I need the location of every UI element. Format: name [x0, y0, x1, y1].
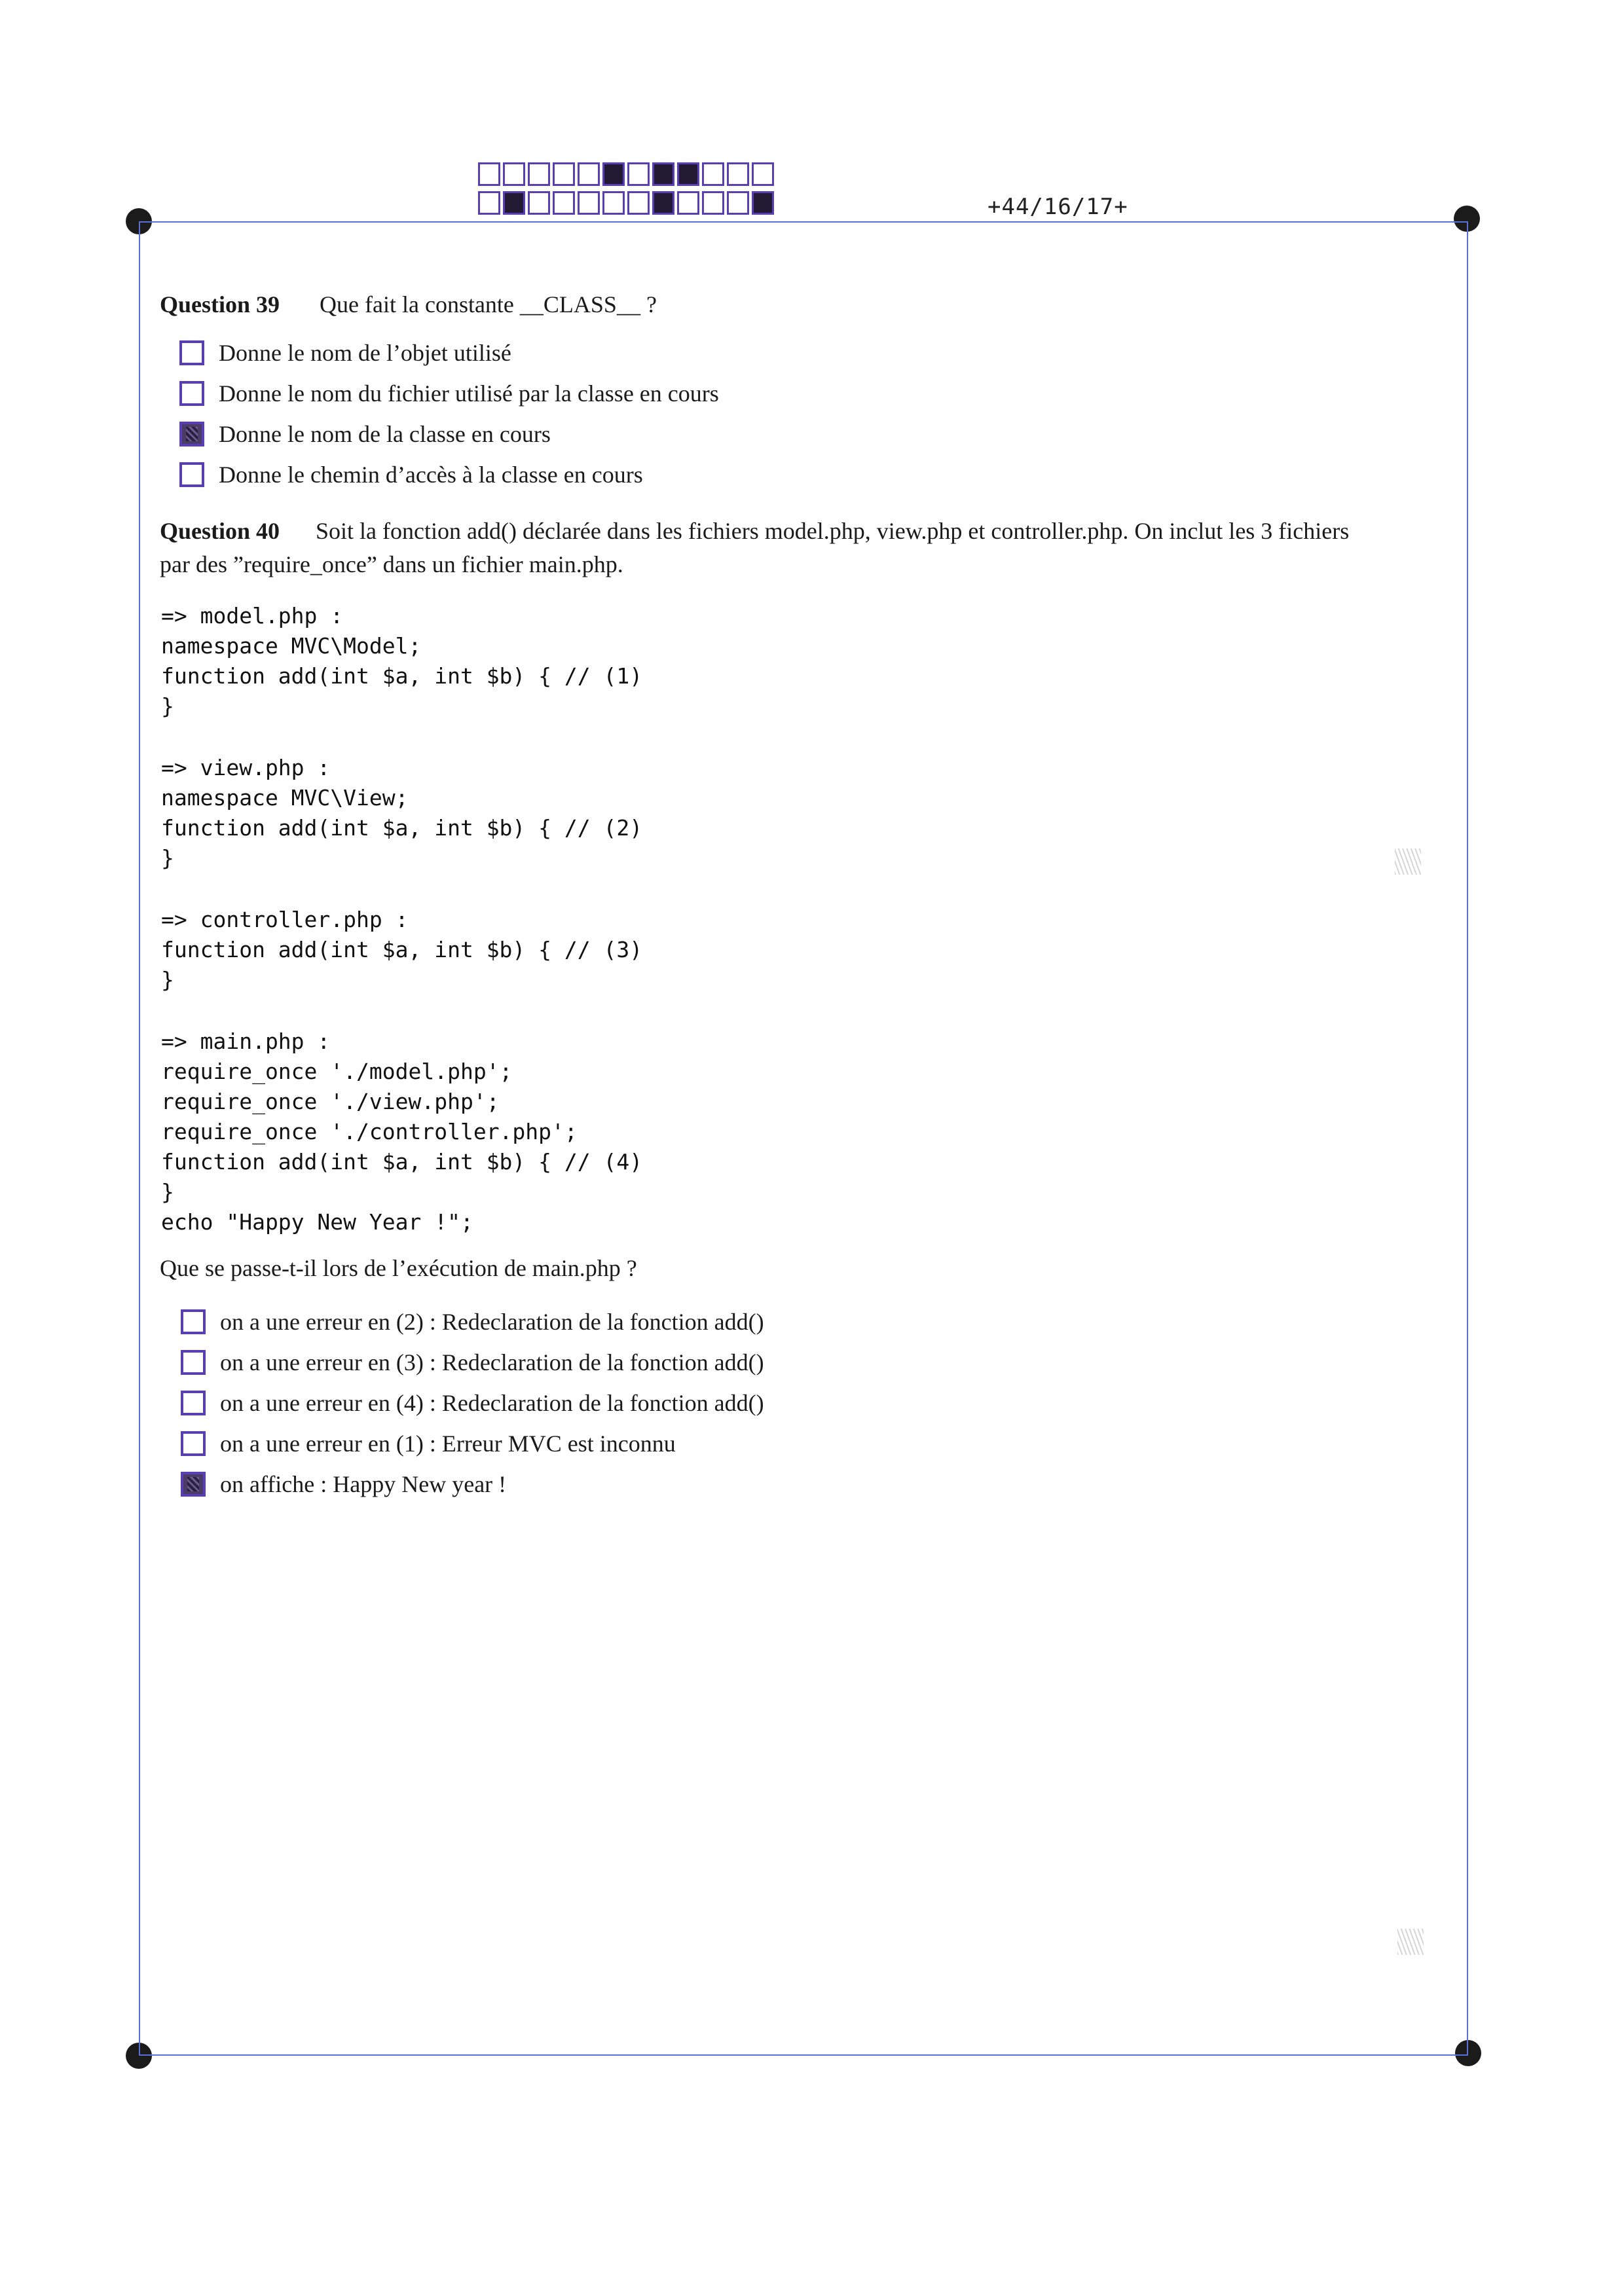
- checkbox[interactable]: [181, 1391, 206, 1415]
- code-cell: [478, 191, 500, 215]
- answer-choice[interactable]: [181, 1349, 764, 1376]
- code-cell: [503, 191, 525, 215]
- code-cell: [528, 162, 550, 186]
- code-cell: [727, 191, 749, 215]
- code-cell: [528, 191, 550, 215]
- question-40-text-line1: Soit la fonction add() déclarée dans les fichiers model.php, view.php et controller.php. On inclut les 3 fichiers: [316, 518, 1350, 544]
- code-cell: [702, 191, 724, 215]
- checked-checkbox[interactable]: [181, 1472, 206, 1497]
- question-39-text: Que fait la constante __CLASS__ ?: [320, 291, 657, 318]
- page-code-row-1: [478, 162, 777, 186]
- code-cell: [602, 191, 625, 215]
- answer-choice[interactable]: [181, 1430, 676, 1457]
- code-cell: [752, 191, 774, 215]
- code-cell: [702, 162, 724, 186]
- answer-choice-label: on a une erreur en (1) : Erreur MVC est inconnu: [220, 1430, 676, 1457]
- code-cell: [478, 162, 500, 186]
- code-cell: [578, 162, 600, 186]
- question-39-heading: [160, 291, 657, 318]
- answer-choice[interactable]: [181, 1470, 506, 1498]
- answer-choice[interactable]: [181, 1308, 764, 1336]
- code-cell: [553, 191, 575, 215]
- page-id: +44/16/17+: [987, 194, 1128, 220]
- question-40-prompt: Que se passe-t-il lors de l’exécution de main.php ?: [160, 1255, 637, 1281]
- answer-choice-label: Donne le nom de l’objet utilisé: [219, 340, 511, 366]
- answer-choice-label: on a une erreur en (2) : Redeclaration de la fonction add(): [220, 1309, 764, 1335]
- answer-choice-label: on a une erreur en (4) : Redeclaration de la fonction add(): [220, 1390, 764, 1416]
- checkbox[interactable]: [179, 381, 204, 406]
- question-40-heading: [160, 515, 1456, 581]
- checkbox[interactable]: [179, 340, 204, 365]
- question-40-text-line2: par des ”require_once” dans un fichier main.php.: [160, 551, 623, 577]
- code-cell: [677, 191, 699, 215]
- checkbox[interactable]: [181, 1350, 206, 1375]
- answer-choice[interactable]: [179, 461, 643, 488]
- code-view: => view.php : namespace MVC\View; function add(int $a, int $b) { // (2) }: [161, 755, 643, 871]
- code-cell: [652, 191, 674, 215]
- question-39-label: Question 39: [160, 291, 280, 318]
- checkbox[interactable]: [181, 1309, 206, 1334]
- code-cell: [652, 162, 674, 186]
- answer-choice-label: on a une erreur en (3) : Redeclaration de la fonction add(): [220, 1349, 764, 1376]
- code-model: => model.php : namespace MVC\Model; function add(int $a, int $b) { // (1) }: [161, 603, 643, 719]
- code-cell: [578, 191, 600, 215]
- answer-choice-label: Donne le nom du fichier utilisé par la classe en cours: [219, 380, 719, 407]
- answer-choice-label: Donne le chemin d’accès à la classe en cours: [219, 462, 643, 488]
- checked-checkbox[interactable]: [179, 422, 204, 446]
- answer-choice[interactable]: [181, 1389, 764, 1417]
- answer-choice-label: on affiche : Happy New year !: [220, 1471, 507, 1497]
- page-code-row-2: [478, 191, 777, 215]
- scan-smudge: [1395, 848, 1421, 875]
- code-main: => main.php : require_once './model.php'; require_once './view.php'; require_once './controller.php'; function add(int $a, int $b) { // (4) } echo "Happy New Year !";: [161, 1029, 643, 1235]
- code-cell: [752, 162, 774, 186]
- checkbox[interactable]: [181, 1431, 206, 1456]
- code-cell: [727, 162, 749, 186]
- answer-choice[interactable]: [179, 380, 719, 407]
- code-cell: [503, 162, 525, 186]
- code-cell: [627, 162, 650, 186]
- answer-choice[interactable]: [179, 420, 551, 448]
- code-cell: [627, 191, 650, 215]
- checkbox[interactable]: [179, 462, 204, 487]
- code-cell: [677, 162, 699, 186]
- answer-choice[interactable]: [179, 339, 511, 367]
- code-cell: [602, 162, 625, 186]
- code-controller: => controller.php : function add(int $a, int $b) { // (3) }: [161, 907, 643, 993]
- answer-choice-label: Donne le nom de la classe en cours: [219, 421, 551, 447]
- scan-smudge: [1397, 1929, 1424, 1955]
- code-cell: [553, 162, 575, 186]
- question-40-label: Question 40: [160, 518, 280, 544]
